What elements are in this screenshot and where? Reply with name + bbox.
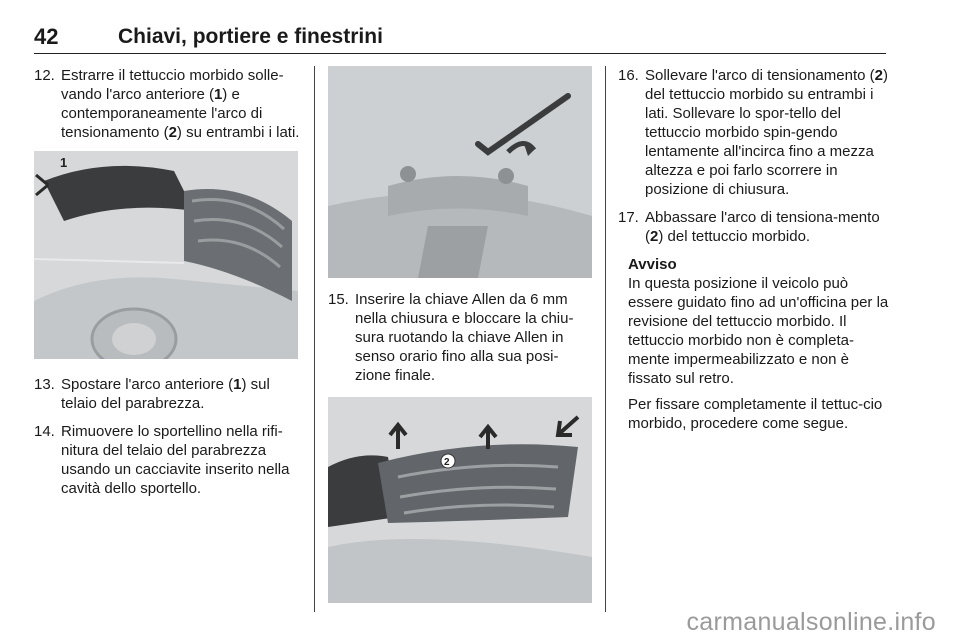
page-title: Chiavi, portiere e finestrini: [118, 25, 383, 48]
figure-callout: 1: [60, 155, 68, 170]
step-text: Rimuovere lo sportellino nella rifi-nitura del telaio del parabrezza usando un cacciavite inserito nella cavità dello sportello.: [61, 423, 290, 497]
step-13: [34, 375, 300, 413]
note-paragraph: Per fissare completamente il tettuc-cio morbido, procedere come segue.: [628, 396, 883, 432]
step-text: ) e contemporaneamente l'arco di tensionamento (: [61, 86, 263, 141]
step-12: [34, 66, 300, 142]
step-text: ) su entrambi i lati.: [176, 124, 300, 141]
step-14: [34, 422, 300, 498]
note-box: [628, 255, 890, 433]
step-text: Sollevare l'arco di tensionamento (: [645, 67, 875, 84]
step-text: ) del tettuccio morbido su entrambi i lati. Sollevare lo spor-tello del tettuccio morbido spin-gendo lentamente all'incirca fino a mezza altezza e poi farlo scorrere in posizione di chiusura.: [645, 67, 888, 198]
step-text: ) del tettuccio morbido.: [658, 228, 811, 245]
ref-number: 1: [213, 86, 223, 103]
step-text: Spostare l'arco anteriore (: [61, 376, 234, 393]
step-number: 15.: [328, 291, 349, 308]
ref-number: 2: [874, 67, 883, 84]
ref-number: 2: [650, 228, 659, 245]
ref-number: 2: [168, 124, 177, 141]
step-text: Estrarre il tettuccio morbido solle-vando l'arco anteriore (: [61, 67, 284, 103]
note-paragraph: In questa posizione il veicolo può essere guidato fino ad un'officina per la revisione del tettuccio morbido. Il tettuccio morbido non è completa-mente impermeabilizzato e non è fissato sul retro.: [628, 275, 889, 387]
step-15: [328, 290, 594, 385]
note-title: Avviso: [628, 256, 677, 273]
step-number: 16.: [618, 67, 639, 84]
page-header: [34, 22, 886, 54]
figure-allen-key: [328, 66, 592, 278]
column-3: [618, 66, 890, 440]
step-text: ) sul telaio del parabrezza.: [61, 376, 270, 412]
car-roof-illustration: [34, 151, 298, 359]
step-text: Abbassare l'arco di tensiona-mento (: [645, 209, 880, 245]
step-number: 17.: [618, 209, 639, 226]
figure-roof-lift: [34, 151, 298, 359]
column-divider: [314, 66, 315, 612]
roof-cover-illustration: [328, 397, 592, 603]
step-17: [618, 208, 890, 246]
step-text: Inserire la chiave Allen da 6 mm nella chiusura e bloccare la chiu-sura ruotando la chiave Allen in senso orario fino alla sua posi-zione finale.: [355, 291, 574, 384]
step-number: 12.: [34, 67, 55, 84]
figure-roof-close: [328, 397, 592, 603]
column-1: [34, 66, 300, 507]
page-number: 42: [34, 24, 59, 49]
watermark: carmanualsonline.info: [686, 608, 936, 636]
step-number: 13.: [34, 376, 55, 393]
step-16: [618, 66, 890, 199]
ref-number: 1: [233, 376, 242, 393]
step-number: 14.: [34, 423, 55, 440]
allen-key-illustration: [328, 66, 592, 278]
column-2: [328, 66, 594, 603]
figure-callout: 2: [444, 457, 450, 468]
column-divider: [605, 66, 606, 612]
